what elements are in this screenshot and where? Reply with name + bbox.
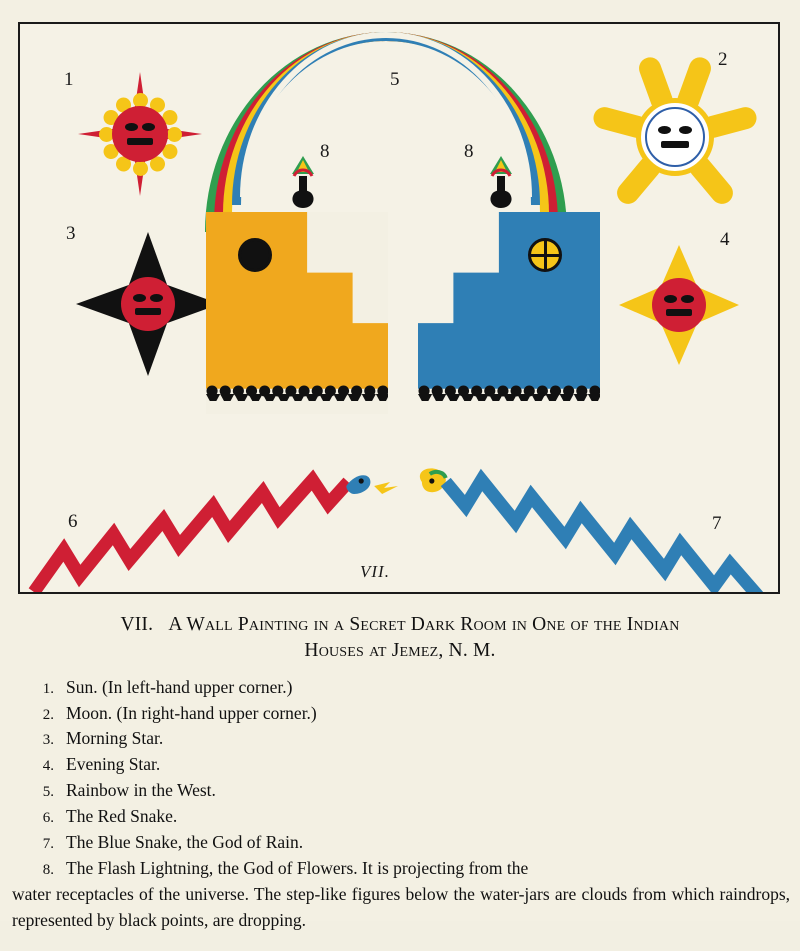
list-item-text: Sun. (In left-hand upper corner.)	[66, 676, 293, 697]
plate-number-label: VII.	[360, 562, 390, 581]
snake-spark	[374, 482, 398, 494]
caption-title-line2: Houses at Jemez, N. M.	[304, 640, 496, 662]
star-mouth	[135, 308, 161, 315]
list-item-number: 1.	[42, 680, 54, 697]
list-item	[10, 778, 790, 804]
figure-number-3: 3	[66, 223, 76, 244]
left-flash-lightning-bulb	[286, 152, 320, 208]
red-snake-head	[346, 475, 370, 494]
morning-star-figure	[76, 232, 220, 376]
caption-title-lead: VII.	[120, 614, 154, 635]
list-item-number: 7.	[42, 835, 54, 852]
list-item-number: 8.	[42, 861, 54, 878]
sun-eye-right	[142, 123, 155, 131]
list-item	[10, 752, 790, 778]
star-eye-right	[150, 294, 163, 302]
moon-inner-ring	[645, 107, 705, 167]
list-item-number: 4.	[42, 758, 54, 775]
sun-scallop	[167, 127, 182, 142]
list-item-text: Moon. (In right-hand upper corner.)	[66, 702, 317, 723]
left-jar-opening	[238, 238, 272, 272]
list-item-text: The Blue Snake, the God of Rain.	[66, 831, 304, 852]
sun-scallop	[133, 161, 148, 176]
list-item-number: 6.	[42, 810, 54, 827]
moon-figure	[590, 42, 760, 232]
right-jar-raindrops	[418, 385, 600, 401]
star-eye-right	[681, 295, 694, 303]
sun-figure	[76, 70, 204, 198]
snakes-group	[20, 424, 778, 594]
sun-mouth	[127, 138, 153, 145]
moon-eye-left	[658, 126, 671, 134]
right-jar-opening	[528, 238, 562, 272]
blue-snake	[446, 480, 758, 594]
left-water-jar	[206, 212, 388, 414]
sun-face	[112, 106, 168, 162]
list-item-number: 2.	[42, 706, 54, 723]
list-item-text: Evening Star.	[66, 754, 161, 775]
left-jar-raindrops	[206, 385, 388, 401]
figure-number-7: 7	[712, 513, 722, 534]
list-item-number: 5.	[42, 784, 54, 801]
morning-star-face	[121, 277, 175, 331]
star-eye-left	[664, 295, 677, 303]
star-eye-left	[133, 294, 146, 302]
red-snake-eye	[359, 478, 364, 483]
list-item	[10, 675, 790, 701]
blue-snake-eye	[429, 478, 434, 483]
list-item	[10, 701, 790, 727]
sun-face-disc	[112, 106, 168, 162]
figure-number-2: 2	[718, 49, 728, 70]
caption-legend-list	[10, 675, 790, 882]
caption-continuation: water receptacles of the universe. The step-like figures below the water-jars are clouds from which raindrops, represented by black points, are dropping.	[12, 883, 790, 930]
right-jar-body	[418, 212, 600, 389]
moon-face	[647, 109, 703, 165]
morning-star-face-disc	[121, 277, 175, 331]
list-item	[10, 856, 790, 882]
star-mouth	[666, 309, 692, 316]
caption-block	[10, 612, 790, 951]
right-flash-lightning-bulb	[484, 152, 518, 208]
figure-number-8-right: 8	[464, 141, 474, 162]
moon-mouth	[661, 141, 689, 148]
list-item-text: Morning Star.	[66, 728, 164, 749]
plate-illustration	[18, 22, 780, 594]
caption-title	[10, 612, 790, 665]
evening-star-figure	[614, 240, 744, 370]
right-water-jar	[418, 212, 600, 414]
figure-number-5: 5	[390, 69, 400, 90]
list-item	[10, 830, 790, 856]
red-snake	[34, 480, 348, 592]
figure-number-8-left: 8	[320, 141, 330, 162]
list-item-number: 3.	[42, 732, 54, 749]
figure-number-4: 4	[720, 229, 730, 250]
moon-ring	[636, 98, 714, 176]
figure-number-6: 6	[68, 511, 78, 532]
figure-number-1: 1	[64, 69, 74, 90]
sun-eye-left	[125, 123, 138, 131]
list-item-text: Rainbow in the West.	[66, 780, 216, 801]
evening-star-face	[652, 278, 706, 332]
list-item	[10, 726, 790, 752]
evening-star-face-disc	[652, 278, 706, 332]
caption-title-line1: A Wall Painting in a Secret Dark Room in One of the Indian	[168, 614, 680, 635]
moon-eye-right	[679, 126, 692, 134]
list-item	[10, 804, 790, 830]
list-item-text: The Red Snake.	[66, 806, 178, 827]
list-item-text: The Flash Lightning, the God of Flowers. It is projecting from the	[66, 857, 529, 878]
